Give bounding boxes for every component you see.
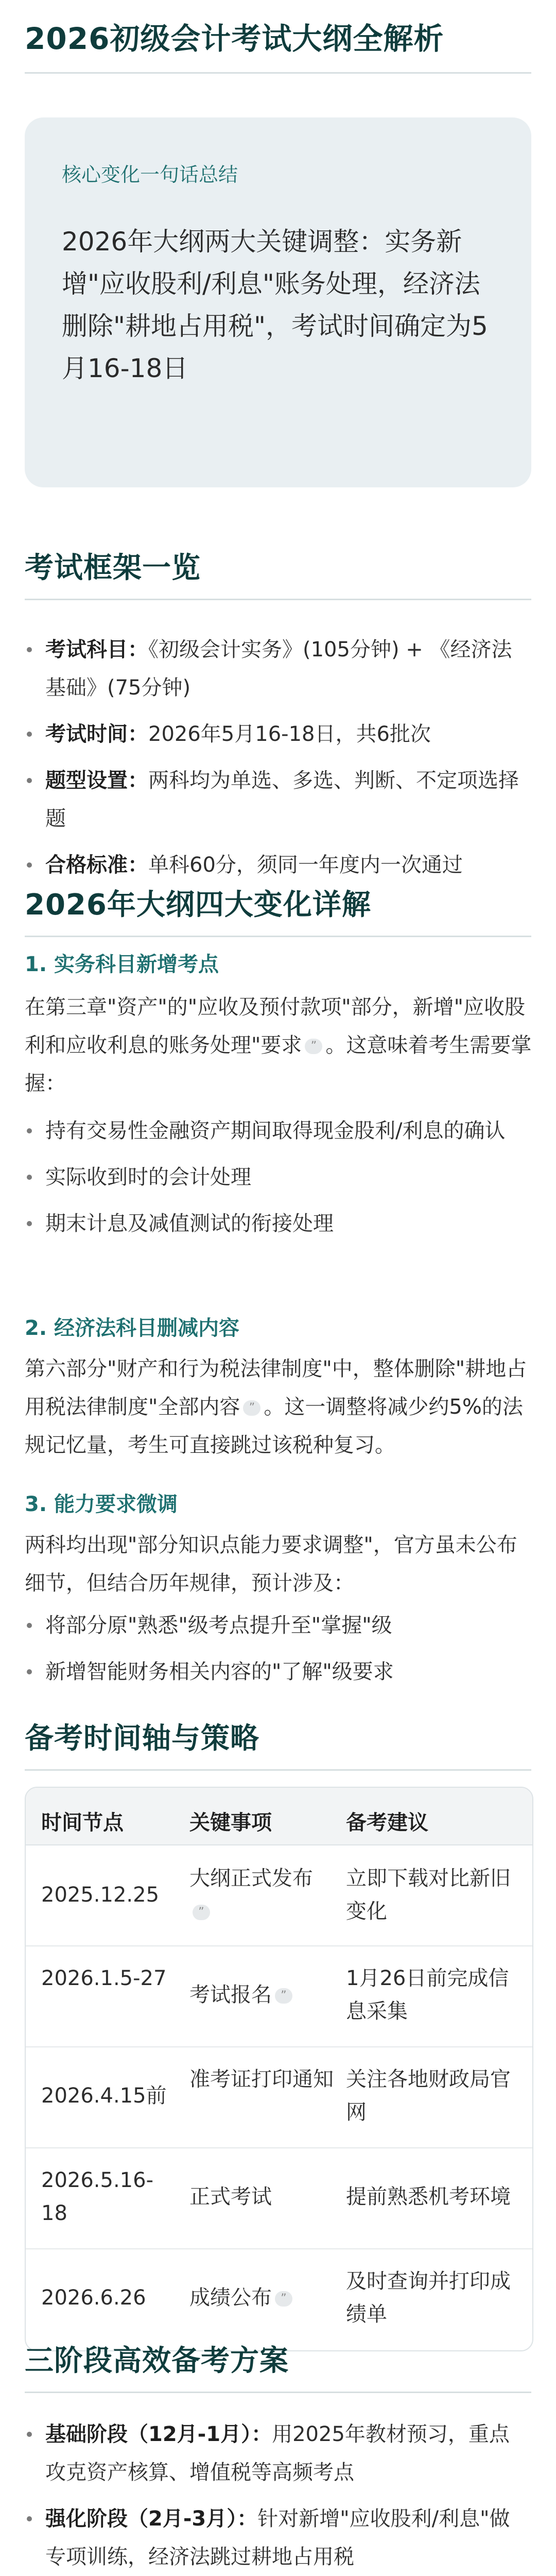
item-label: 强化阶段（2月-3月）： — [45, 2507, 258, 2531]
list-item — [25, 1112, 519, 1150]
cell-date: 2026.6.26 — [41, 2286, 146, 2310]
bullet-icon — [27, 2516, 32, 2521]
cell-tip: 1月26日前完成信息采集 — [346, 1967, 509, 2023]
section-heading-framework: 考试框架一览 — [25, 551, 201, 585]
citation-icon[interactable]: ” — [243, 1400, 260, 1416]
item-label: 考试时间： — [45, 722, 148, 746]
cell-event: 正式考试 — [189, 2185, 272, 2209]
subsection-heading: 3. 能力要求微调 — [25, 1493, 178, 1516]
summary-card — [25, 117, 531, 487]
cell-tip: 及时查询并打印成绩单 — [346, 2269, 511, 2326]
citation-icon[interactable]: ” — [305, 1039, 322, 1054]
bullet-icon — [27, 1221, 32, 1226]
section-divider — [25, 1769, 531, 1771]
item-label: 基础阶段（12月-1月）： — [45, 2422, 272, 2446]
list-item — [25, 846, 519, 884]
bullet-icon — [27, 862, 32, 868]
cell-text: 考试报名 — [189, 1983, 272, 2007]
para-text: 。这意味着考生需要掌握： — [25, 1033, 532, 1095]
section-divider — [25, 599, 531, 600]
title-divider — [25, 72, 531, 74]
cell-date: 2026.1.5-27 — [41, 1967, 167, 1990]
section-heading-timeline: 备考时间轴与策略 — [25, 1722, 259, 1755]
plan-list — [25, 2415, 519, 2576]
cell-tip: 提前熟悉机考环境 — [346, 2185, 511, 2209]
paragraph — [25, 988, 534, 1103]
list-item — [25, 631, 519, 707]
item-text: 两科均为单选、多选、判断、不定项选择题 — [45, 769, 519, 831]
item-text: 针对新增"应收股利/利息"做专项训练，经济法跳过耕地占用税 — [45, 2507, 510, 2569]
bullet-icon — [27, 778, 32, 783]
item-label: 合格标准： — [45, 853, 148, 877]
bullet-icon — [27, 1175, 32, 1180]
table-row — [26, 2248, 532, 2349]
cell-date: 2026.4.15前 — [41, 2084, 167, 2108]
para-text: 第六部分"财产和行为税法律制度"中，整体删除"耕地占用税法律制度"全部内容 — [25, 1357, 527, 1419]
table-row — [26, 1945, 532, 2047]
timeline-table — [25, 1787, 533, 2351]
item-label: 题型设置： — [45, 769, 148, 792]
item-text: 将部分原"熟悉"级考点提升至"掌握"级 — [45, 1614, 392, 1637]
section-divider — [25, 2392, 531, 2393]
cell-tip: 关注各地财政局官网 — [346, 2067, 511, 2124]
column-header: 备考建议 — [346, 1811, 428, 1835]
change1-list — [25, 1112, 519, 1251]
section-heading-changes: 2026年大纲四大变化详解 — [25, 888, 371, 922]
page-title: 2026初级会计考试大纲全解析 — [25, 21, 444, 56]
citation-icon[interactable]: ” — [275, 1988, 292, 2004]
list-item — [25, 1653, 519, 1691]
cell-date: 2026.5.16-18 — [41, 2168, 154, 2225]
list-item — [25, 2415, 519, 2492]
list-item — [25, 1205, 519, 1243]
bullet-icon — [27, 647, 32, 652]
cell-event — [189, 1978, 334, 2011]
bullet-icon — [27, 2432, 32, 2437]
section-heading-plan: 三阶段高效备考方案 — [25, 2344, 289, 2378]
citation-icon[interactable]: ” — [193, 1905, 210, 1920]
list-item — [25, 1158, 519, 1196]
cell-event — [189, 2281, 334, 2314]
paragraph: 两科均出现"部分知识点能力要求调整"，官方虽未公布细节，但结合历年规律，预计涉及： — [25, 1533, 517, 1595]
para-text: 。这一调整将减少约5%的法规记忆量，考生可直接跳过该税种复习。 — [25, 1395, 523, 1457]
cell-event: 准考证打印通知 — [189, 2067, 334, 2091]
item-text: 单科60分，须同一年度内一次通过 — [148, 853, 463, 877]
subsection-heading: 2. 经济法科目删减内容 — [25, 1316, 239, 1340]
item-text: 期末计息及减值测试的衔接处理 — [45, 1212, 334, 1235]
summary-text: 2026年大纲两大关键调整：实务新增"应收股利/利息"账务处理，经济法删除"耕地占用税"，考试时间确定为5月16-18日 — [62, 227, 488, 383]
item-label: 考试科目： — [45, 638, 148, 662]
table-row — [26, 1845, 532, 1946]
item-text: 新增智能财务相关内容的"了解"级要求 — [45, 1660, 394, 1684]
list-item — [25, 715, 519, 753]
summary-label: 核心变化一句话总结 — [62, 163, 238, 186]
item-text: 2026年5月16-18日，共6批次 — [148, 722, 431, 746]
list-item — [25, 761, 519, 838]
bullet-icon — [27, 732, 32, 737]
item-text: 持有交易性金融资产期间取得现金股利/利息的确认 — [45, 1119, 506, 1143]
item-text: 《初级会计实务》(105分钟) + 《经济法基础》(75分钟) — [45, 638, 512, 700]
subsection-heading: 1. 实务科目新增考点 — [25, 953, 219, 976]
bullet-icon — [27, 1128, 32, 1133]
paragraph — [25, 1350, 534, 1464]
cell-text: 成绩公布 — [189, 2286, 272, 2310]
cell-event — [189, 1862, 334, 1928]
para-text: 在第三章"资产"的"应收及预付款项"部分，新增"应收股利和应收利息的账务处理"要求 — [25, 995, 525, 1057]
cell-tip: 立即下载对比新旧变化 — [346, 1867, 511, 1923]
list-item — [25, 2500, 519, 2576]
column-header: 关键事项 — [189, 1811, 272, 1835]
framework-list — [25, 631, 519, 892]
bullet-icon — [27, 1669, 32, 1674]
citation-icon[interactable]: ” — [275, 2291, 292, 2307]
bullet-icon — [27, 1623, 32, 1628]
cell-date: 2025.12.25 — [41, 1883, 160, 1907]
item-text: 实际收到时的会计处理 — [45, 1165, 251, 1189]
table-row — [26, 2046, 532, 2148]
table-header — [26, 1788, 532, 1845]
section-divider — [25, 936, 531, 937]
change3-list — [25, 1606, 519, 1699]
cell-text: 大纲正式发布 — [189, 1867, 313, 1890]
item-text: 用2025年教材预习，重点攻克资产核算、增值税等高频考点 — [45, 2422, 510, 2484]
list-item — [25, 1606, 519, 1645]
table-row — [26, 2147, 532, 2249]
column-header: 时间节点 — [41, 1811, 124, 1835]
